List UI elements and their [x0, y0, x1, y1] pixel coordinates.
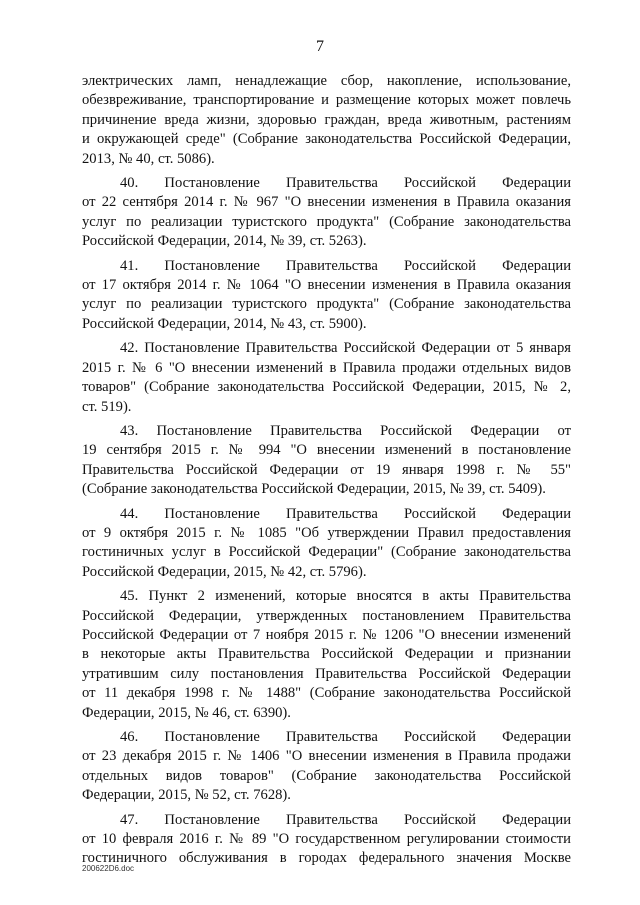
list-item-47 [82, 811, 571, 869]
text-line: в некоторые акты Правительства Российской Федерации и признании [82, 646, 571, 663]
text-line: от 22 сентября 2014 г. № 967 "О внесении изменения в Правила оказания [82, 194, 571, 211]
text-line: отдельных видов товаров" (Собрание законодательства Российской [82, 767, 571, 784]
page-number: 7 [316, 38, 324, 55]
list-item-44 [82, 505, 571, 583]
text-line: Российской Федерации, 2014, № 39, ст. 5263). [82, 233, 367, 250]
list-item-40 [82, 174, 571, 252]
text-line: и окружающей среде" (Собрание законодательства Российской Федерации, [82, 131, 571, 148]
text-line: от 9 октября 2015 г. № 1085 "Об утверждении Правил предоставления [82, 524, 571, 541]
text-line: Федерации, 2015, № 52, ст. 7628). [82, 787, 291, 804]
text-line: 44. Постановление Правительства Российской Федерации [120, 505, 571, 522]
text-line: Российской Федерации, 2014, № 43, ст. 5900). [82, 315, 367, 332]
text-line: от 11 декабря 1998 г. № 1488" (Собрание законодательства Российской [82, 685, 571, 702]
list-item-46 [82, 728, 571, 806]
text-line: от 10 февраля 2016 г. № 89 "О государственном регулировании стоимости [82, 831, 571, 848]
text-line: гостиничного обслуживания в городах федерального значения Москве [82, 850, 571, 867]
document-body [82, 72, 571, 874]
text-line: причинение вреда жизни, здоровью граждан, вреда животным, растениям [82, 111, 571, 128]
text-line: товаров" (Собрание законодательства Российской Федерации, 2015, № 2, [82, 379, 571, 396]
text-line: ст. 519). [82, 398, 132, 415]
text-line: Российской Федерации, утвержденных постановлением Правительства [82, 607, 571, 624]
text-line: 41. Постановление Правительства Российской Федерации [120, 257, 571, 274]
text-line: гостиничных услуг в Российской Федерации" (Собрание законодательства [82, 544, 571, 561]
list-item-45 [82, 587, 571, 723]
text-line: утратившим силу постановления Правительства Российской Федерации [82, 665, 571, 682]
text-line: 42. Постановление Правительства Российской Федерации от 5 января [120, 340, 571, 357]
text-line: услуг по реализации туристского продукта" (Собрание законодательства [82, 213, 571, 230]
text-line: Российской Федерации, 2015, № 42, ст. 5796). [82, 563, 367, 580]
text-line: Правительства Российской Федерации от 19 января 1998 г. № 55" [82, 461, 571, 478]
text-line: Федерации, 2015, № 46, ст. 6390). [82, 704, 291, 721]
text-line: (Собрание законодательства Российской Федерации, 2015, № 39, ст. 5409). [82, 481, 546, 498]
text-line: 40. Постановление Правительства Российской Федерации [120, 175, 571, 192]
text-line: 46. Постановление Правительства Российской Федерации [120, 729, 571, 745]
text-line: 43. Постановление Правительства Российской Федерации от [120, 422, 571, 439]
text-line: 2015 г. № 6 "О внесении изменений в Правила продажи отдельных видов [82, 359, 571, 376]
list-item-42 [82, 339, 571, 417]
text-line: услуг по реализации туристского продукта" (Собрание законодательства [82, 296, 571, 313]
text-line: обезвреживание, транспортирование и размещение которых может повлечь [82, 92, 571, 109]
footer-filename: 200622D6.doc [82, 864, 135, 873]
text-line: 47. Постановление Правительства Российской Федерации [120, 811, 571, 828]
text-line: электрических ламп, ненадлежащие сбор, накопление, использование, [82, 73, 571, 89]
text-line: 19 сентября 2015 г. № 994 "О внесении изменений в постановление [82, 442, 571, 459]
text-line: 45. Пункт 2 изменений, которые вносятся в акты Правительства [120, 588, 571, 605]
paragraph-continuation [82, 72, 571, 169]
text-line: от 17 октября 2014 г. № 1064 "О внесении изменения в Правила оказания [82, 277, 571, 294]
list-item-41 [82, 257, 571, 335]
text-line: Российской Федерации от 7 ноября 2015 г. № 1206 "О внесении изменений [82, 626, 571, 643]
list-item-43 [82, 422, 571, 500]
text-line: от 23 декабря 2015 г. № 1406 "О внесении изменения в Правила продажи [82, 748, 571, 765]
text-line: 2013, № 40, ст. 5086). [82, 150, 215, 167]
